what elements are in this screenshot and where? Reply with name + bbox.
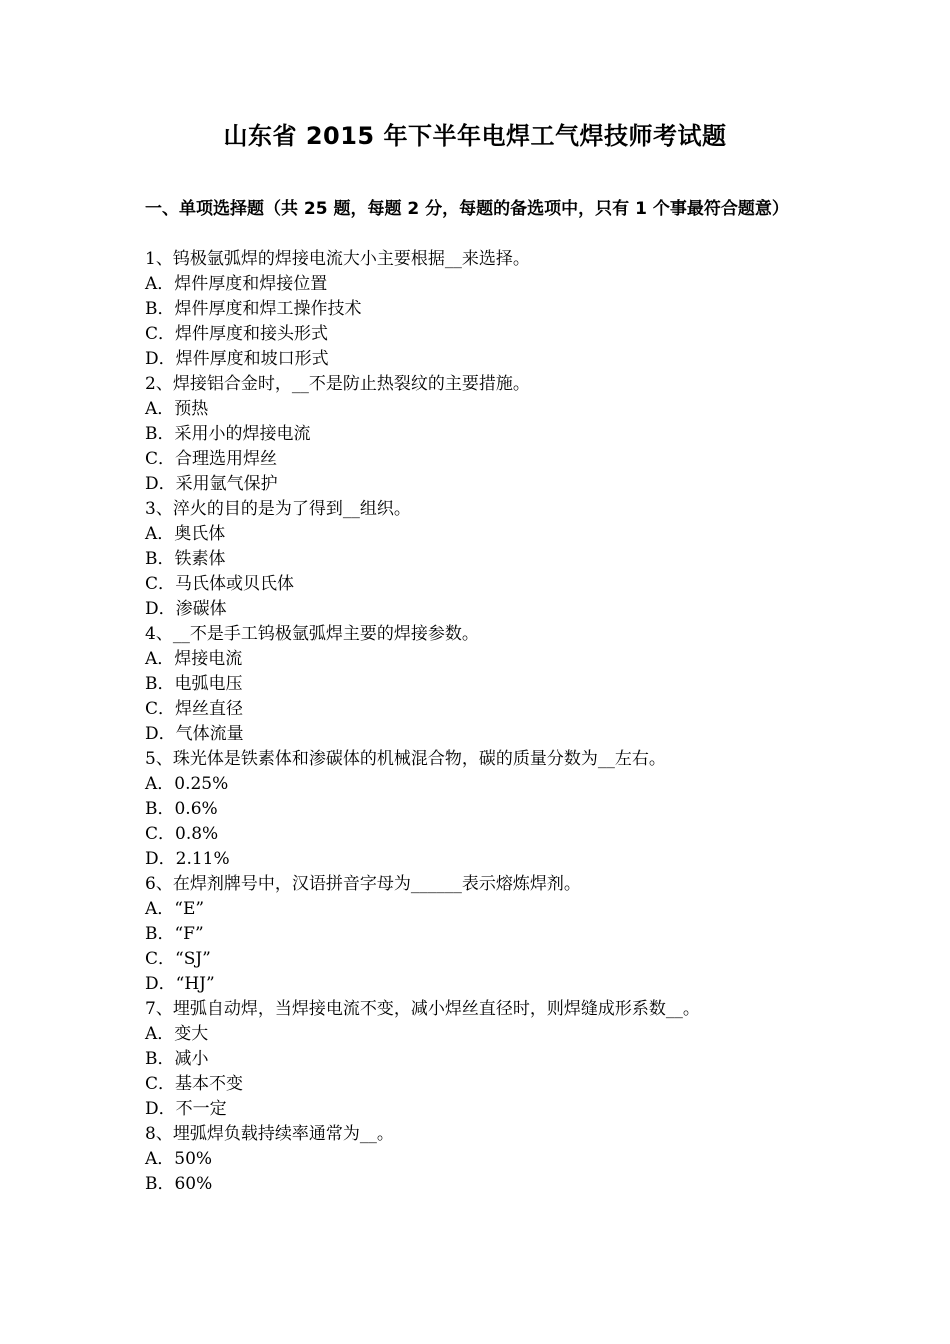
answer-option: A．变大 xyxy=(145,1024,209,1044)
answer-option: A．50% xyxy=(145,1149,213,1169)
question-stem: 2、焊接铝合金时，__不是防止热裂纹的主要措施。 xyxy=(145,374,530,394)
question-stem: 1、钨极氩弧焊的焊接电流大小主要根据__来选择。 xyxy=(145,249,530,269)
answer-option: D．渗碳体 xyxy=(145,599,227,619)
answer-option: D．2.11% xyxy=(145,849,230,869)
question-stem: 6、在焊剂牌号中，汉语拼音字母为______表示熔炼焊剂。 xyxy=(145,874,581,894)
answer-option: B．“F” xyxy=(145,924,204,944)
answer-option: C．0.8% xyxy=(145,824,219,844)
answer-option: A．焊件厚度和焊接位置 xyxy=(145,274,328,294)
answer-option: C．焊丝直径 xyxy=(145,699,244,719)
answer-option: B．减小 xyxy=(145,1049,209,1069)
answer-option: D．气体流量 xyxy=(145,724,244,744)
answer-option: B．焊件厚度和焊工操作技术 xyxy=(145,299,362,319)
section-heading: 一、单项选择题（共 25 题，每题 2 分，每题的备选项中，只有 1 个事最符合题意） xyxy=(145,199,789,219)
answer-option: C．合理选用焊丝 xyxy=(145,449,278,469)
answer-option: A．“E” xyxy=(145,899,205,919)
answer-option: B．电弧电压 xyxy=(145,674,243,694)
question-stem: 3、淬火的目的是为了得到__组织。 xyxy=(145,499,411,519)
answer-option: D．不一定 xyxy=(145,1099,227,1119)
document-title: 山东省 2015 年下半年电焊工气焊技师考试题 xyxy=(223,122,727,150)
answer-option: C．焊件厚度和接头形式 xyxy=(145,324,329,344)
question-stem: 7、埋弧自动焊，当焊接电流不变，减小焊丝直径时，则焊缝成形系数__。 xyxy=(145,999,700,1019)
answer-option: B．60% xyxy=(145,1174,213,1194)
answer-option: D．采用氩气保护 xyxy=(145,474,278,494)
answer-option: C．马氏体或贝氏体 xyxy=(145,574,295,594)
answer-option: B．铁素体 xyxy=(145,549,226,569)
question-stem: 4、__不是手工钨极氩弧焊主要的焊接参数。 xyxy=(145,624,479,644)
answer-option: A．0.25% xyxy=(145,774,229,794)
answer-option: B．0.6% xyxy=(145,799,218,819)
answer-option: A．焊接电流 xyxy=(145,649,243,669)
answer-option: C．“SJ” xyxy=(145,949,211,969)
question-list xyxy=(145,247,810,1197)
answer-option: B．采用小的焊接电流 xyxy=(145,424,311,444)
answer-option: A．奥氏体 xyxy=(145,524,226,544)
question-stem: 8、埋弧焊负载持续率通常为__。 xyxy=(145,1124,394,1144)
question-stem: 5、珠光体是铁素体和渗碳体的机械混合物，碳的质量分数为__左右。 xyxy=(145,749,666,769)
answer-option: D．焊件厚度和坡口形式 xyxy=(145,349,329,369)
answer-option: A．预热 xyxy=(145,399,209,419)
answer-option: D．“HJ” xyxy=(145,974,215,994)
answer-option: C．基本不变 xyxy=(145,1074,244,1094)
